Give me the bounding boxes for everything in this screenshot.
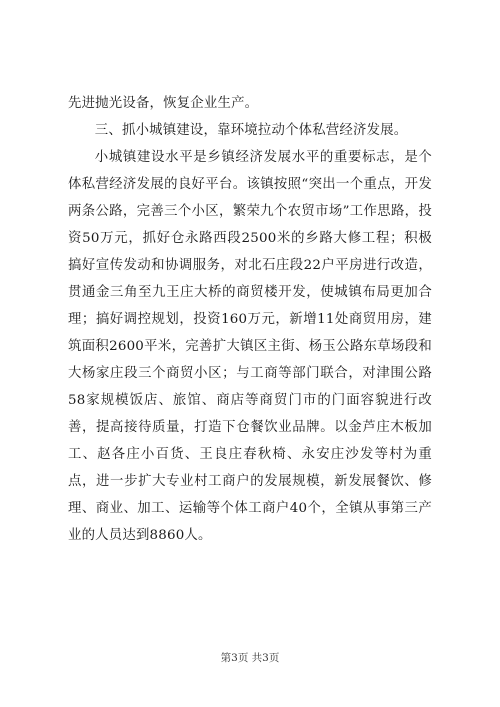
- document-body: [68, 90, 432, 549]
- paragraph-small-town-construction: 小城镇建设水平是乡镇经济发展水平的重要标志，是个体私营经济发展的良好平台。该镇按照“突出一个重点，开发两条公路，完善三个小区，繁荣九个农贸市场”工作思路，投资50万元，抓好仓永路西段2500米的乡路大修工程；积极搞好宣传发动和协调服务，对北石庄段22户平房进行改造，贯通金三角至九王庄大桥的商贸楼开发，使城镇布局更加合理；搞好调控规划，投资160万元，新增11处商贸用房，建筑面积2600平米，完善扩大镇区主街、杨玉公路东草场段和大杨家庄段三个商贸小区；与工商等部门联合，对津围公路58家规模饭店、旅馆、商店等商贸门市的门面容貌进行改善，提高接待质量，打造下仓餐饮业品牌。以金芦庄木板加工、赵各庄小百货、王良庄春秋椅、永安庄沙发等村为重点，进一步扩大专业村工商户的发展规模，新发展餐饮、修理、商业、加工、运输等个体工商户40个，全镇从事第三产业的人员达到8860人。: [68, 150, 432, 543]
- page-footer: 第3页 共3页: [220, 652, 280, 664]
- section-heading: 三、抓小城镇建设，靠环境拉动个体私营经济发展。: [94, 123, 408, 138]
- paragraph-continuation: 先进抛光设备，恢复企业生产。: [68, 96, 259, 111]
